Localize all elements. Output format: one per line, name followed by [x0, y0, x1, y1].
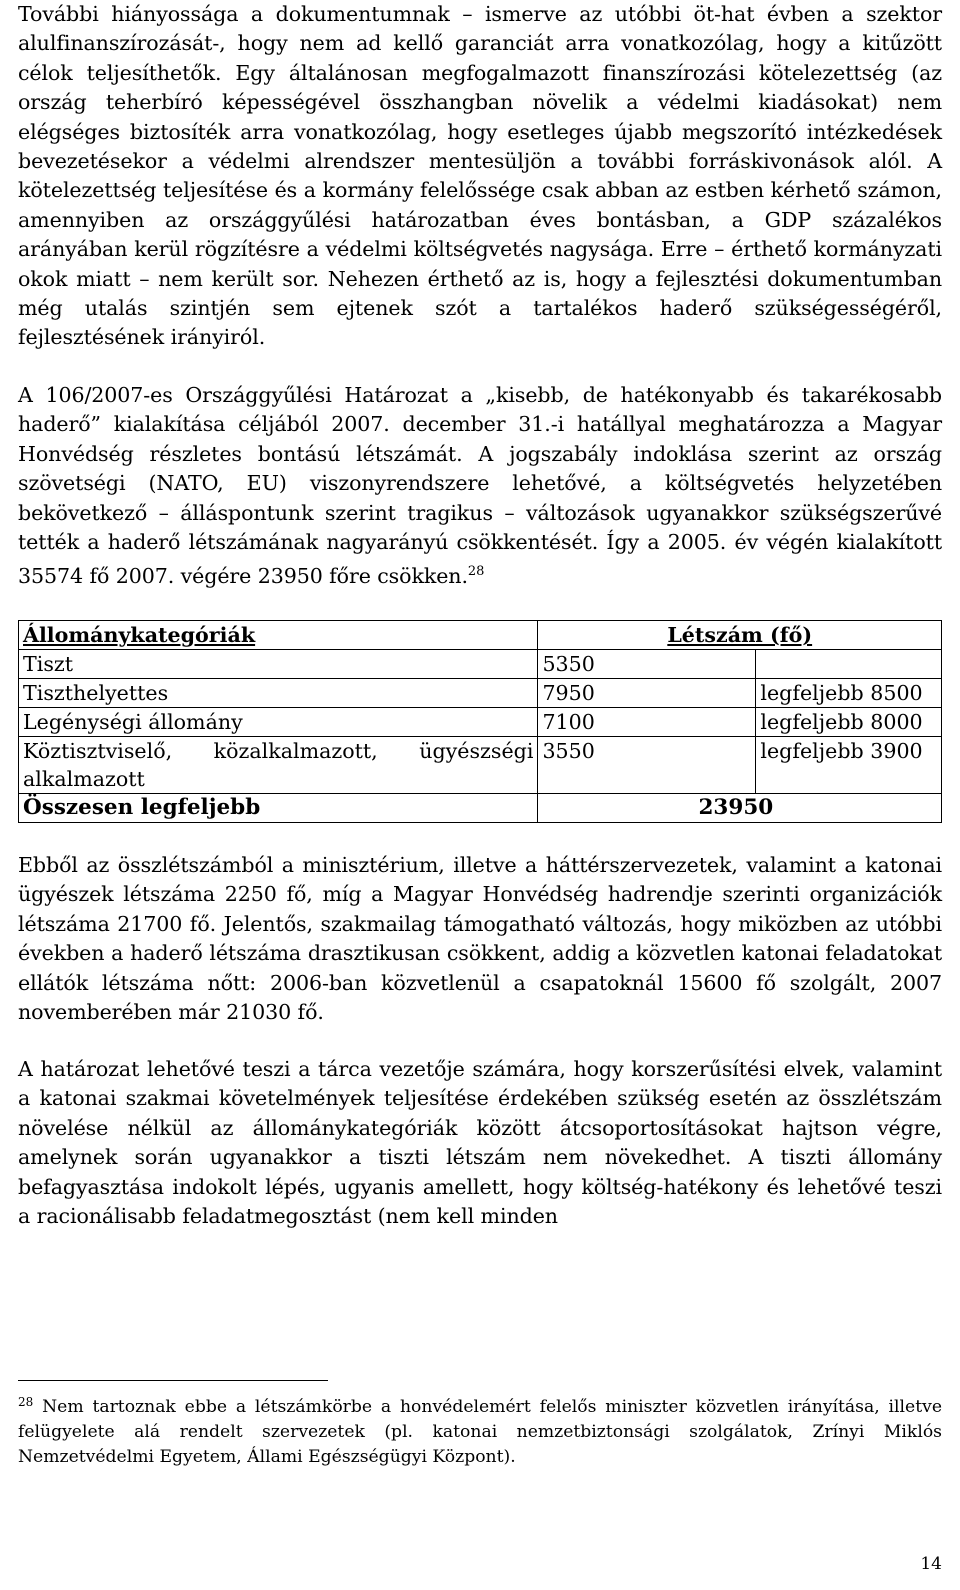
- table-cell-category: Tiszthelyettes: [19, 679, 538, 708]
- table-row: [19, 650, 942, 679]
- table-cell-category: Tiszt: [19, 650, 538, 679]
- table-cell-count: 3550: [538, 737, 756, 794]
- paragraph-1: További hiányossága a dokumentumnak – ismerve az utóbbi öt-hat évben a szektor alulfinanszírozását-, hogy nem ad kellő garanciát arra vonatkozólag, hogy a kitűzött célok teljesíthetők. Egy általánosan megfogalmazott finanszírozási kötelezettség (az ország teherbíró képességével összhangban növelik a védelmi kiadásokat) nem elégséges biztosíték arra vonatkozólag, hogy esetleges újabb megszorító intézkedések bevezetésekor a védelmi alrendszer mentesüljön a további forráskivonások alól. A kötelezettség teljesítése és a kormány felelőssége csak abban az estben kérhető számon, amennyiben az országgyűlési határozatban éves bontásban, a GDP százalékos arányában kerül rögzítésre a védelmi költségvetés nagysága. Erre – érthető kormányzati okok miatt – nem került sor. Nehezen érthető az is, hogy a fejlesztési dokumentumban még utalás szintjén sem ejtenek szót a tartalékos haderő szükségességéről, fejlesztésének irányiról.: [18, 2, 942, 350]
- table-total-label: Összesen legfeljebb: [19, 794, 538, 823]
- footnote-text: Nem tartoznak ebbe a létszámkörbe a honvédelemért felelős miniszter közvetlen irányítása, illetve felügyelete alá rendelt szervezetek (pl. katonai nemzetbiztonsági szolgálatok, Zrínyi Miklós Nemzetvédelmi Egyetem, Állami Egészségügyi Központ).: [18, 1397, 942, 1467]
- table-cell-category: Legénységi állomány: [19, 708, 538, 737]
- paragraph-2: [18, 381, 942, 592]
- page-number: 14: [920, 1554, 942, 1574]
- table-row: [19, 679, 942, 708]
- paragraph-3: Ebből az összlétszámból a minisztérium, illetve a háttérszervezetek, valamint a katonai ügyészek létszáma 2250 fő, míg a Magyar Honvédség hadrendje szerinti organizációk létszáma 21700 fő. Jelentős, szakmailag támogatható változás, hogy miközben az utóbbi években a haderő létszáma drasztikusan csökkent, addig a közvetlen katonai feladatokat ellátók létszáma nőtt: 2006-ban közvetlenül a csapatoknál 15600 fő szolgált, 2007 novemberében már 21030 fő.: [18, 853, 942, 1025]
- footnote: [18, 1390, 942, 1470]
- table-cell-max: [756, 650, 942, 679]
- table-cell-count: 7100: [538, 708, 756, 737]
- table-total-value: 23950: [538, 794, 942, 823]
- table-cell-count: 7950: [538, 679, 756, 708]
- table-total-row: [19, 794, 942, 823]
- paragraph-4: A határozat lehetővé teszi a tárca vezetője számára, hogy korszerűsítési elvek, valamint a katonai szakmai követelmények teljesítése érdekében szükség esetén az összlétszám növelése nélkül az állománykategóriák között átcsoportosításokat hajtson végre, amelynek során ugyanakkor a tiszti létszám nem növekedhet. A tiszti állomány befagyasztása indokolt lépés, ugyanis amellett, hogy költség-hatékony és lehetővé teszi a racionálisabb feladatmegosztást (nem kell minden: [18, 1057, 942, 1229]
- table-cell-category: Köztisztviselő, közalkalmazott, ügyészségi alkalmazott: [19, 737, 538, 794]
- footnote-divider: [18, 1380, 328, 1381]
- table-row: [19, 708, 942, 737]
- table-cell-count: 5350: [538, 650, 756, 679]
- staff-table: [18, 620, 942, 823]
- table-cell-max: legfeljebb 8000: [756, 708, 942, 737]
- footnote-reference[interactable]: 28: [467, 564, 485, 580]
- table-header-count: Létszám (fő): [538, 621, 942, 650]
- paragraph-2-text: A 106/2007-es Országgyűlési Határozat a „kisebb, de hatékonyabb és takarékosabb haderő” kialakítása céljából 2007. december 31.-i hatállyal meghatározza a Magyar Honvédség részletes bontású létszámát. A jogszabály indoklása szerint az ország szövetségi (NATO, EU) viszonyrendszere lehetővé, a költségvetés helyzetében bekövetkező – álláspontunk szerint tragikus – változások ugyanakkor szükségszerűvé tették a haderő létszámának nagyarányú csökkentését. Így a 2005. év végén kialakított 35574 fő 2007. végére 23950 főre csökken.: [18, 383, 942, 589]
- table-cell-max: legfeljebb 8500: [756, 679, 942, 708]
- table-row: [19, 737, 942, 794]
- table-cell-max: legfeljebb 3900: [756, 737, 942, 794]
- footnote-number: 28: [18, 1395, 34, 1409]
- table-header-category: Állománykategóriák: [19, 621, 538, 650]
- table-header-row: [19, 621, 942, 650]
